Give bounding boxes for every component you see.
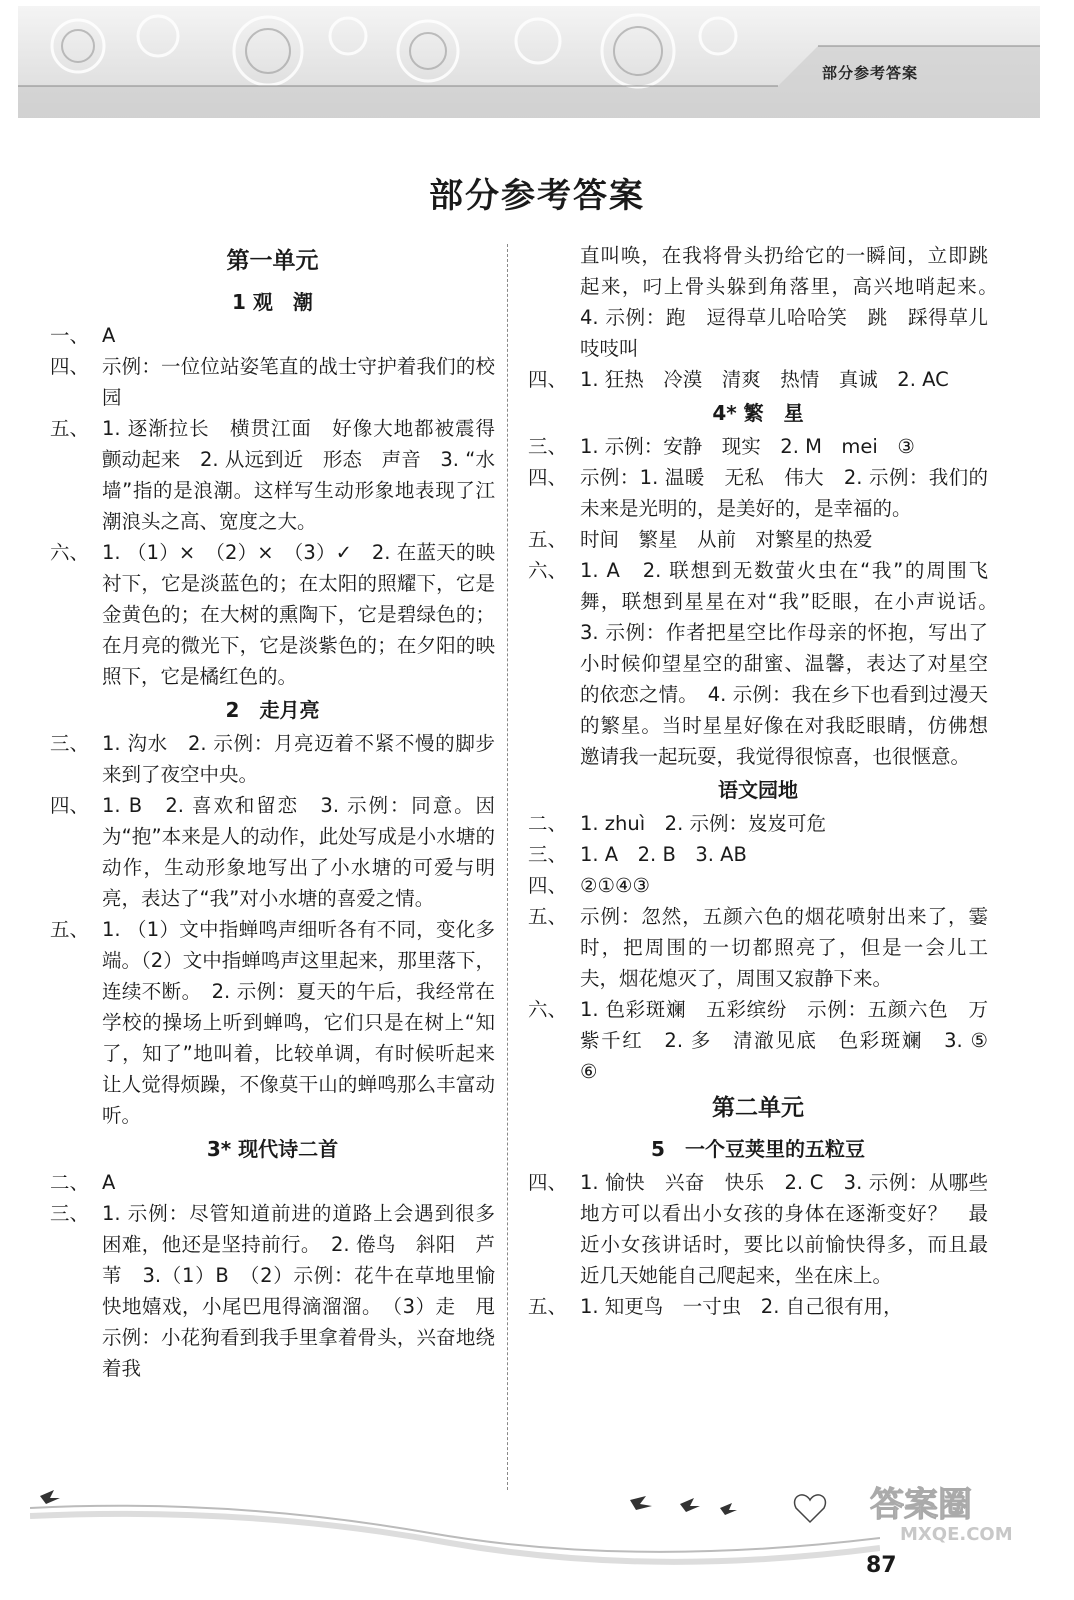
answer-item bbox=[528, 555, 1008, 772]
question-number: 四、 bbox=[50, 794, 90, 817]
answer-text: 1. 知更鸟 一寸虫 2. 自己很有用， bbox=[580, 1295, 903, 1318]
question-number: 四、 bbox=[528, 874, 568, 897]
answer-item bbox=[50, 351, 495, 413]
answer-text: 直叫唤，在我将骨头扔给它的一瞬间，立即跳起来，叼上骨头躲到角落里，高兴地哨起来。 4. 示例：跑 逗得草儿哈哈笑 跳 踩得草儿吱吱叫 bbox=[580, 244, 1008, 360]
question-number: 六、 bbox=[528, 998, 568, 1021]
answer-item bbox=[50, 914, 495, 1131]
question-number: 五、 bbox=[528, 905, 568, 928]
answer-text: 1. （1）文中指蝉鸣声细听各有不同，变化多端。（2）文中指蝉鸣声这里起来，那里落下，连续不断。 2. 示例：夏天的午后，我经常在学校的操场上听到蝉鸣，它们只是在树上“知了，知了”地叫着，比较单调，有时候听起来让人觉得烦躁，不像莫干山的蝉鸣那么丰富动听。 bbox=[102, 918, 495, 1127]
header-label: 部分参考答案 bbox=[822, 64, 919, 82]
answer-item bbox=[528, 364, 988, 395]
answer-item bbox=[528, 901, 988, 994]
answer-text: 1. A 2. 联想到无数萤火虫在“我”的周围飞舞，联想到星星在对“我”眨眼，在小声说话。 3. 示例：作者把星空比作母亲的怀抱，写出了小时候仰望星空的甜蜜、温馨，表达了对星空的依恋之情。 4. 示例：我在乡下也看到过漫天的繁星。当时星星好像在对我眨眼睛，仿佛想邀请我一起玩耍，我觉得很惊喜，也很惬意。 bbox=[580, 559, 1008, 768]
page-number: 87 bbox=[866, 1553, 897, 1578]
question-number: 五、 bbox=[50, 918, 90, 941]
question-number: 一、 bbox=[50, 324, 90, 347]
answer-item bbox=[50, 413, 495, 537]
answer-text: 1. 逐渐拉长 横贯江面 好像大地都被震得颤动起来 2. 从远到近 形态 声音 3. “水墙”指的是浪潮。这样写生动形象地表现了江潮浪头之高、宽度之大。 bbox=[102, 417, 495, 533]
question-number: 三、 bbox=[50, 1202, 90, 1225]
answer-text: A bbox=[102, 1171, 116, 1194]
question-number: 六、 bbox=[528, 559, 568, 582]
unit-title: 第一单元 bbox=[226, 248, 319, 274]
answer-text: 1. 沟水 2. 示例：月亮迈着不紧不慢的脚步来到了夜空中央。 bbox=[102, 732, 495, 786]
answer-text: 1. 示例：尽管知道前进的道路上会遇到很多困难，他还是坚持前行。 2. 倦鸟 斜阳 芦苇 3.（1）B （2）示例：花牛在草地里愉快地嬉戏，小尾巴甩得滴溜溜。 （3）走 甩 示例：小花狗看到我手里拿着骨头，兴奋地绕着我 bbox=[102, 1202, 515, 1380]
page-title: 部分参考答案 bbox=[429, 176, 645, 216]
question-number: 四、 bbox=[528, 466, 568, 489]
answer-continuation bbox=[528, 240, 1008, 364]
question-number: 三、 bbox=[528, 435, 568, 458]
question-number: 五、 bbox=[528, 528, 568, 551]
unit-title: 第二单元 bbox=[712, 1095, 804, 1121]
answer-text: ②①④③ bbox=[580, 874, 650, 897]
question-number: 四、 bbox=[528, 368, 568, 391]
answer-text: 1. zhuì 2. 示例：岌岌可危 bbox=[580, 812, 826, 835]
footer-decoration bbox=[30, 1478, 880, 1588]
answer-text: 1. 色彩斑斓 五彩缤纷 示例：五颜六色 万紫千红 2. 多 清澈见底 色彩斑斓 3. ⑤ ⑥ bbox=[580, 998, 1008, 1083]
answer-item bbox=[50, 537, 495, 692]
lesson-title: 语文园地 bbox=[718, 778, 798, 802]
question-number: 四、 bbox=[50, 355, 90, 378]
question-number: 三、 bbox=[50, 732, 90, 755]
lesson-title: 3* 现代诗二首 bbox=[206, 1137, 339, 1161]
answer-text: 1. 愉快 兴奋 快乐 2. C 3. 示例：从哪些地方可以看出小女孩的身体在逐渐变好？ 最近小女孩讲话时，要比以前愉快得多，而且最近几天她能自己爬起来，坐在床上。 bbox=[580, 1171, 988, 1287]
answer-item bbox=[50, 1167, 495, 1198]
answer-text: 1. A 2. B 3. AB bbox=[580, 843, 747, 866]
question-number: 五、 bbox=[50, 417, 90, 440]
question-number: 六、 bbox=[50, 541, 90, 564]
answer-item bbox=[528, 839, 988, 870]
answer-item bbox=[50, 790, 495, 914]
lesson-title: 1 观 潮 bbox=[232, 290, 313, 314]
answer-text: A bbox=[102, 324, 116, 347]
answer-item bbox=[528, 870, 988, 901]
answer-item bbox=[50, 320, 495, 351]
answer-item bbox=[528, 431, 988, 462]
answer-item bbox=[528, 524, 988, 555]
answer-text: 示例：一位位站姿笔直的战士守护着我们的校园 bbox=[102, 355, 495, 409]
answer-text: 时间 繁星 从前 对繁星的热爱 bbox=[580, 528, 873, 551]
answer-text: 示例：1. 温暖 无私 伟大 2. 示例：我们的未来是光明的，是美好的，是幸福的。 bbox=[580, 466, 988, 520]
answer-item bbox=[528, 1291, 988, 1322]
answer-text: 示例：忽然，五颜六色的烟花喷射出来了，霎时，把周围的一切都照亮了，但是一会儿工夫，烟花熄灭了，周围又寂静下来。 bbox=[580, 905, 988, 990]
answer-item bbox=[528, 808, 988, 839]
answer-text: 1. 狂热 冷漠 清爽 热情 真诚 2. AC bbox=[580, 368, 949, 391]
question-number: 四、 bbox=[528, 1171, 568, 1194]
watermark-logo bbox=[860, 1478, 1030, 1548]
question-number: 五、 bbox=[528, 1295, 568, 1318]
question-number: 三、 bbox=[528, 843, 568, 866]
right-column bbox=[528, 240, 1008, 1322]
answer-item bbox=[528, 994, 1008, 1087]
lesson-title: 4* 繁 星 bbox=[712, 401, 804, 425]
answer-item bbox=[528, 462, 988, 524]
left-column bbox=[50, 240, 515, 1384]
lesson-title: 5 一个豆荚里的五粒豆 bbox=[651, 1137, 865, 1161]
answer-item bbox=[50, 728, 495, 790]
question-number: 二、 bbox=[528, 812, 568, 835]
svg-text:答案圈: 答案圈 bbox=[870, 1485, 972, 1525]
indent-spacer bbox=[528, 240, 580, 364]
svg-text:MXQE.COM: MXQE.COM bbox=[900, 1524, 1013, 1545]
lesson-title: 2 走月亮 bbox=[225, 698, 320, 722]
answer-text: 1. 示例：安静 现实 2. M mei ③ bbox=[580, 435, 915, 458]
answer-text: 1. B 2. 喜欢和留恋 3. 示例：同意。因为“抱”本来是人的动作，此处写成是小水塘的动作，生动形象地写出了小水塘的可爱与明亮，表达了“我”对小水塘的喜爱之情。 bbox=[102, 794, 495, 910]
answer-text: 1. （1）× （2）× （3）✓ 2. 在蓝天的映衬下，它是淡蓝色的；在太阳的照耀下，它是金黄色的；在大树的熏陶下，它是碧绿色的；在月亮的微光下，它是淡紫色的；在夕阳的映照下，它是橘红色的。 bbox=[102, 541, 495, 688]
question-number: 二、 bbox=[50, 1171, 90, 1194]
answer-item bbox=[528, 1167, 988, 1291]
column-divider bbox=[507, 244, 508, 1490]
answer-item bbox=[50, 1198, 515, 1384]
